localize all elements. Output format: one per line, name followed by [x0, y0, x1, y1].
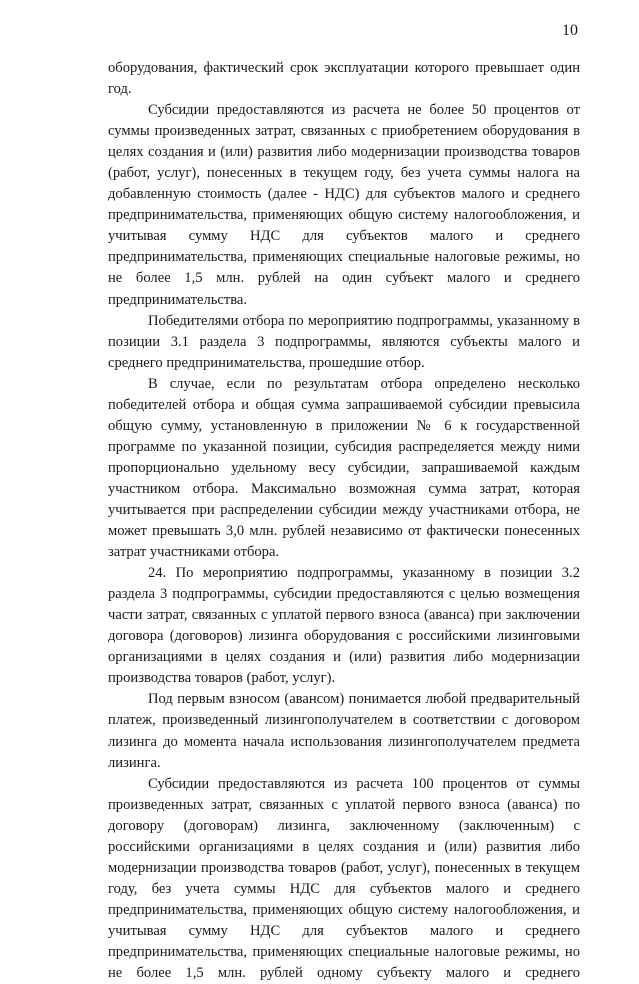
paragraph-subsidy-rate-leasing: Субсидии предоставляются из расчета 100 процентов от суммы произведенных затрат, связанных с уплатой первого взноса (аванса) по договору (договорам) лизинга, заключенному (заключенным) с российскими организациями в целях создания и (или) развития либо модернизации производства товаров (работ, услуг), понесенных в текущем году, без учета суммы НДС для субъектов малого и среднего предпринимательства, применяющих общую систему налогообложения, и учитывая сумму НДС для субъектов малого и среднего предпринимательства, применяющих специальные налоговые режимы, но не более 1,5 млн. рублей одному субъекту малого и среднего — [108, 775, 580, 982]
paragraph-subsidy-rate-equipment: Субсидии предоставляются из расчета не более 50 процентов от суммы произведенных затрат, связанных с приобретением оборудования в целях создания и (или) развития либо модернизации производства товаров (работ, услуг), понесенных в текущем году, без учета суммы налога на добавленную стоимость (далее - НДС) для субъектов малого и среднего предпринимательства, применяющих общую систему налогообложения, и учитывая сумму НДС для субъектов малого и среднего предпринимательства, применяющих специальные налоговые режимы, но не более 1,5 млн. рублей на один субъект малого и среднего предпринимательства. — [108, 102, 580, 308]
page-number: 10 — [562, 22, 578, 39]
paragraph-first-payment-definition: Под первым взносом (авансом) понимается любой предварительный платеж, произведенный лизингополучателем в соответствии с договором лизинга до момента начала использования лизингополучателем предмета лизинга. — [108, 691, 580, 771]
paragraph-item-24: 24. По мероприятию подпрограммы, указанному в позиции 3.2 раздела 3 подпрограммы, субсидии предоставляются с целью возмещения части затрат, связанных с уплатой первого взноса (аванса) при заключении договора (договоров) лизинга оборудования с российскими лизинговыми организациями в целях создания и (или) развития либо модернизации производства товаров (работ, услуг). — [108, 565, 580, 687]
paragraph-subsidy-distribution: В случае, если по результатам отбора определено несколько победителей отбора и общая сумма запрашиваемой субсидии превысила общую сумму, установленную в приложении № 6 к государственной программе по указанной позиции, субсидия распределяется между ними пропорционально удельному весу субсидии, запрашиваемой каждым участником отбора. Максимально возможная сумма затрат, которая учитывается при распределении субсидии между участниками отбора, не может превышать 3,0 млн. рублей независимо от фактически понесенных затрат участниками отбора. — [108, 375, 580, 561]
document-body — [108, 58, 580, 984]
paragraph-selection-winners: Победителями отбора по мероприятию подпрограммы, указанному в позиции 3.1 раздела 3 подпрограммы, являются субъекты малого и среднего предпринимательства, прошедшие отбор. — [108, 312, 580, 371]
paragraph-continuation: оборудования, фактический срок эксплуатации которого превышает один год. — [108, 60, 580, 98]
